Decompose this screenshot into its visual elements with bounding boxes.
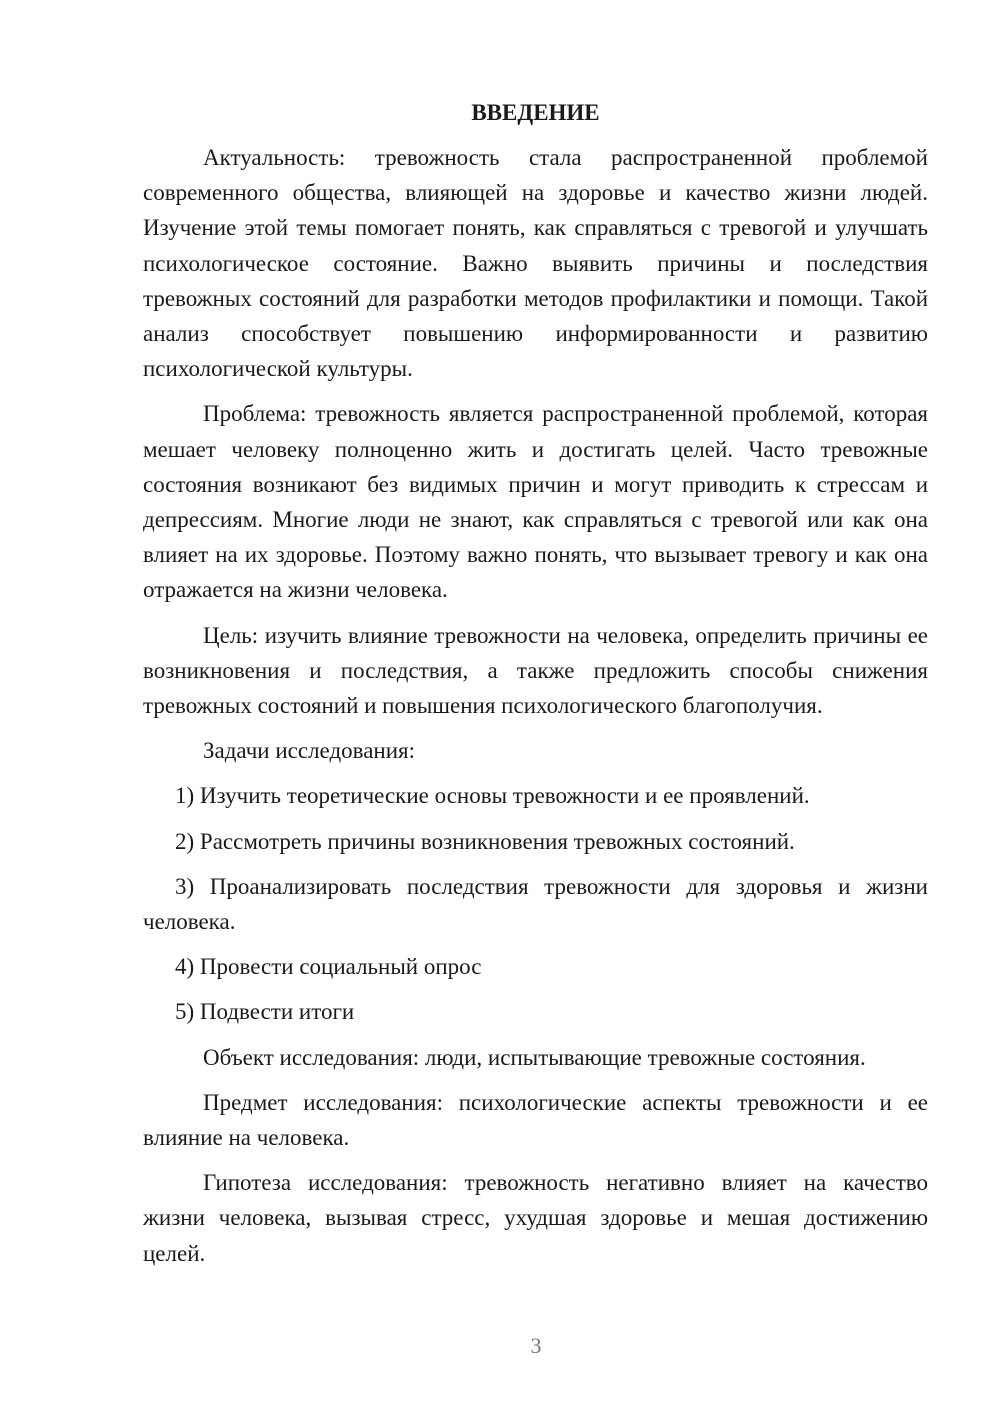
task-item-4: 4) Провести социальный опрос (175, 954, 482, 980)
paragraph-subject: Предмет исследования: психологические аспекты тревожности и ее влияние на человека. (143, 1089, 928, 1151)
paragraph-goal: Цель: изучить влияние тревожности на человека, определить причины ее возникновения и последствия, а также предложить способы снижения тревожных состояний и повышения психологического благополучия. (143, 622, 928, 719)
section-title: ВВЕДЕНИЕ (471, 100, 600, 125)
task-item-3: 3) Проанализировать последствия тревожности для здоровья и жизни человека. (143, 873, 928, 935)
paragraph-problem: Проблема: тревожность является распространенной проблемой, которая мешает человеку полноценно жить и достигать целей. Часто тревожные состояния возникают без видимых причин и могут приводить к стрессам и депрессиям. Многие люди не знают, как справляться с тревогой или как она влияет на их здоровье. Поэтому важно понять, что вызывает тревогу и как она отражается на жизни человека. (143, 401, 928, 603)
paragraph-hypothesis: Гипотеза исследования: тревожность негативно влияет на качество жизни человека, вызывая стресс, ухудшая здоровье и мешая достижению целей. (143, 1170, 928, 1266)
paragraph-relevance: Актуальность: тревожность стала распространенной проблемой современного общества, влияющей на здоровье и качество жизни людей. Изучение этой темы помогает понять, как справляться с тревогой и улучшать психологическое состояние. Важно выявить причины и последствия тревожных состояний для разработки методов профилактики и помощи. Такой анализ способствует повышению информированности и развитию психологической культуры. (143, 145, 928, 382)
task-item-5: 5) Подвести итоги (175, 999, 355, 1025)
paragraph-tasks-heading: Задачи исследования: (203, 738, 416, 764)
document-page (143, 95, 928, 1281)
paragraph-object: Объект исследования: люди, испытывающие тревожные состояния. (203, 1044, 866, 1070)
tasks-list (143, 778, 928, 1029)
task-item-1: 1) Изучить теоретические основы тревожности и ее проявлений. (175, 783, 810, 809)
page-number: 3 (530, 1333, 542, 1358)
task-item-2: 2) Рассмотреть причины возникновения тревожных состояний. (175, 828, 795, 854)
